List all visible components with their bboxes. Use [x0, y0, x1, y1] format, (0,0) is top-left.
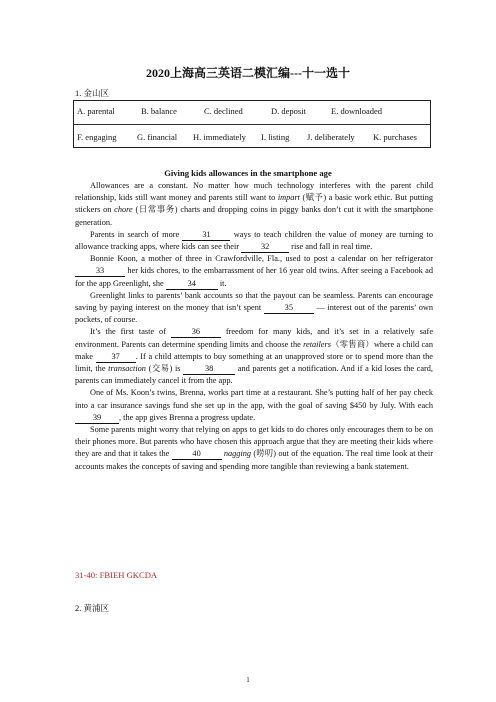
paragraph-1 [75, 180, 433, 229]
blank-40: 40 [172, 449, 222, 460]
paragraph-3 [75, 253, 433, 290]
text: rise and fall in real time. [289, 242, 373, 252]
word-bank-box [73, 100, 431, 148]
blank-31: 31 [182, 230, 230, 241]
text: Allowances are a constant. No matter how much technology interferes with the parent child relationship, kids still want money and parents still want to [75, 181, 433, 203]
option-c: C. declined [204, 106, 243, 116]
section-heading-1: 1. 金山区 [75, 88, 110, 98]
document-title: 2020上海高三英语二模汇编---十一选十 [146, 66, 350, 80]
paragraph-4 [75, 290, 433, 327]
text: (日常事务) charts and dropping coins in piggy banks don’t cut it with the smartphone generation. [75, 205, 433, 227]
text: Parents in search of more [90, 229, 183, 239]
option-j: J. deliberately [307, 132, 355, 142]
italic-term: chore [114, 205, 133, 215]
option-k: K. purchases [373, 132, 417, 142]
text: ways to teach children the value of money are turning to allowance tracking apps, where kids can see their [75, 229, 433, 252]
italic-term: nagging [223, 449, 252, 459]
option-i: I. listing [261, 132, 290, 142]
text: — interest out of the parents’ own pockets, of course. [75, 303, 433, 325]
option-f: F. engaging [77, 132, 117, 142]
answer-key: 31-40: FBIEH GKCDA [75, 570, 158, 580]
italic-term: transaction [108, 364, 146, 374]
text: (唠叨) out of the equation. The real time look at their accounts makes the concepts of saving and spending more tangible than reviewing a bank statement. [75, 449, 433, 471]
page-number: 1 [246, 676, 250, 684]
option-g: G. financial [137, 132, 178, 142]
text: her kids chores, to the embarrassment of her 16 year old twins. After seeing a Facebook ad for the app Greenlight, she [75, 266, 433, 288]
text: . If a child attempts to buy something at an unapproved store or to spend more than the limit, the [75, 351, 433, 374]
paragraph-2 [75, 229, 433, 253]
paragraph-6 [75, 387, 433, 424]
option-b: B. balance [141, 106, 177, 116]
text: Bonnie Koon, a mother of three in Crawfordville, Fla., used to post a calendar on her refrigerator [90, 254, 433, 264]
text: Greenlight links to parents’ bank accounts so that the payout can be seamless. Parents can encourage saving by paying interest on the money that isn’t spent [75, 290, 433, 313]
option-a: A. parental [77, 106, 115, 116]
paragraph-7 [75, 424, 433, 473]
text: it. [217, 278, 227, 288]
blank-33: 33 [75, 266, 125, 277]
blank-37: 37 [96, 352, 136, 363]
text: freedom for many kids, and it’s set in a relatively safe environment. Parents can determine spending limits and choose the [75, 327, 434, 349]
paragraph-5 [75, 326, 433, 387]
blank-32: 32 [241, 242, 289, 253]
text: Some parents might worry that relying on apps to get kids to do chores only encourages them to be on their phones more. But parents who have chosen this approach argue that they are meeting their kids where they are and that it takes the [75, 425, 433, 459]
blank-39: 39 [75, 413, 119, 424]
text: (交易) is [145, 364, 184, 374]
blank-35: 35 [264, 303, 314, 314]
text: It’s the first taste of [90, 327, 171, 337]
text: and parents get a notification. And if a kid loses the card, parents can immediately cancel it from the app. [75, 364, 433, 386]
blank-34: 34 [166, 279, 218, 290]
section-heading-2: 2. 黄浦区 [75, 603, 110, 613]
option-h: H. immediately [193, 132, 246, 142]
text: , the app gives Brenna a progress update. [119, 412, 256, 422]
passage-title: Giving kids allowances in the smartphone age [164, 168, 332, 178]
italic-term: retailers [303, 339, 331, 349]
blank-38: 38 [183, 364, 235, 375]
text: (赋予) a basic work ethic. But putting stickers on [75, 193, 433, 215]
blank-36: 36 [171, 327, 221, 338]
italic-term: impart [277, 193, 300, 203]
text: （零售商）where a child can make [75, 339, 433, 361]
option-d: D. deposit [271, 106, 306, 116]
passage-body [75, 180, 433, 473]
option-e: E. downloaded [331, 106, 382, 116]
text: One of Ms. Koon’s twins, Brenna, works part time at a restaurant. She’s putting half of her pay check into a car insurance savings fund she set up in the app, with the goal of saving $450 by July. With each [75, 388, 433, 410]
word-bank-divider [74, 124, 430, 125]
